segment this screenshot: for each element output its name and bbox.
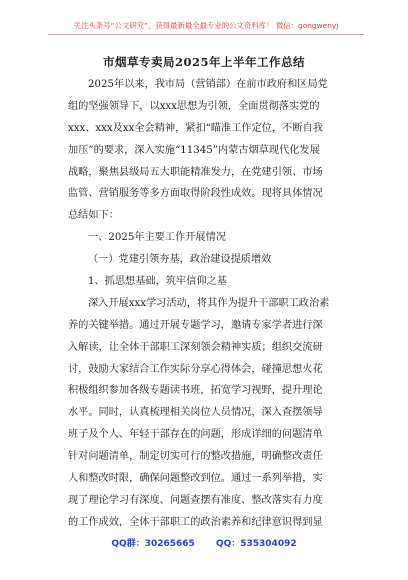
body-line: 监管、营销服务等多方面取得阶段性成效。现将具体情况 bbox=[68, 188, 323, 200]
body-line: 针对问题清单，制定切实可行的整改措施，明确整改责任 bbox=[68, 451, 323, 463]
body-line: 水平。同时，认真梳理相关岗位人员情况，深入查摆领导 bbox=[68, 407, 323, 419]
body-line: 1、抓思想基础，筑牢信仰之基 bbox=[88, 276, 227, 288]
body-line: 2025年以来，我市局（营销部）在前市政府和区局党 bbox=[88, 79, 328, 90]
body-line: 加压”的要求，深入实施“11345”内蒙古烟草现代化发展 bbox=[68, 144, 320, 156]
body-line: xxx、xxx及xx全会精神，紧扣“瞄准工作定位，不断自我 bbox=[68, 122, 323, 134]
body-line: 总结如下： bbox=[68, 210, 119, 222]
body-line: 一、2025年主要工作开展情况 bbox=[88, 232, 226, 244]
body-line: 入解读，让全体干部职工深刻领会精神实质；组织交流研 bbox=[68, 341, 323, 353]
document-title: 市烟草专卖局2025年上半年工作总结 bbox=[102, 55, 305, 69]
body-line: 战略，聚焦县级局五大职能精准发力，在党建引领、市场 bbox=[68, 166, 323, 178]
body-line: 人和整改时限，确保问题整改到位。通过一系列举措，实 bbox=[68, 473, 323, 485]
header-banner: 关注头条号“公文研究”，获得最新最全最专业的公文资料库！ 微信：gongwenyj bbox=[48, 20, 364, 35]
document-body bbox=[68, 74, 368, 534]
body-line: 现了理论学习有深度、问题查摆有准度、整改落实有力度 bbox=[68, 494, 323, 506]
body-line: （一）党建引领夯基，政治建设提质增效 bbox=[88, 254, 272, 266]
body-line: 的工作成效，全体干部职工的政治素养和纪律意识得到显 bbox=[68, 516, 323, 528]
body-line: 讨，鼓励大家结合工作实际分享心得体会，碰撞思想火花 bbox=[68, 363, 323, 375]
footer-qq: QQ：535304092 bbox=[215, 539, 297, 549]
body-line: 班子及个人、年轻干部存在的问题，形成详细的问题清单 bbox=[68, 429, 323, 441]
body-line: 积极组织参加各级专题读书班，拓宽学习视野，提升理论 bbox=[68, 385, 323, 397]
body-line: 养的关键举措。通过开展专题学习，邀请专家学者进行深 bbox=[68, 319, 323, 331]
footer bbox=[0, 536, 408, 549]
body-line: 深入开展xxx学习活动，将其作为提升干部职工政治素 bbox=[88, 297, 330, 309]
footer-qq-group: QQ群：30265665 bbox=[111, 539, 195, 549]
body-line: 组的坚强领导下，以xxx思想为引领，全面贯彻落实党的 bbox=[68, 100, 320, 112]
